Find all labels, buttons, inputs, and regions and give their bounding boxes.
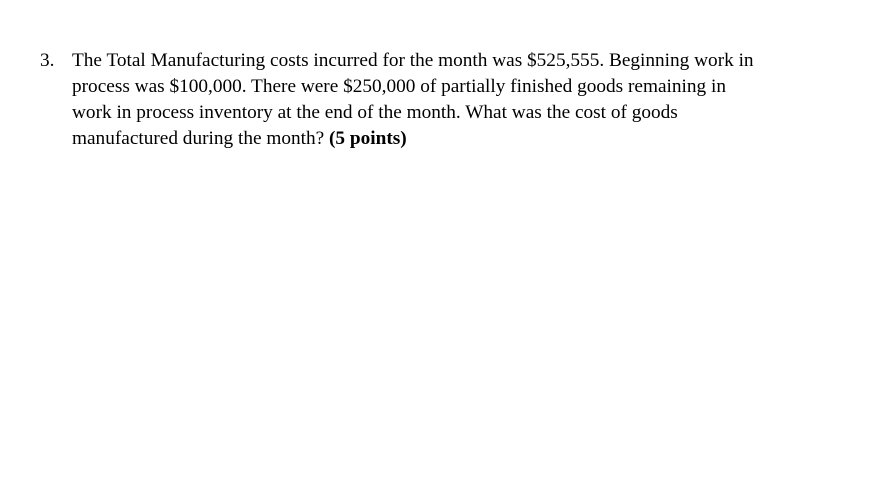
question-points: (5 points) bbox=[329, 128, 407, 149]
question-line-3: work in process inventory at the end of the month. What was the cost of goods bbox=[72, 102, 678, 123]
question-line-1: The Total Manufacturing costs incurred for the month was $525,555. Beginning work in bbox=[72, 50, 754, 71]
question-line-2: process was $100,000. There were $250,000 of partially finished goods remaining in bbox=[72, 76, 726, 97]
question-line-4 bbox=[72, 126, 830, 152]
question-line-4-text: manufactured during the month? bbox=[72, 128, 325, 149]
question-3 bbox=[40, 48, 830, 152]
question-number: 3. bbox=[40, 50, 55, 71]
question-text bbox=[72, 48, 830, 152]
